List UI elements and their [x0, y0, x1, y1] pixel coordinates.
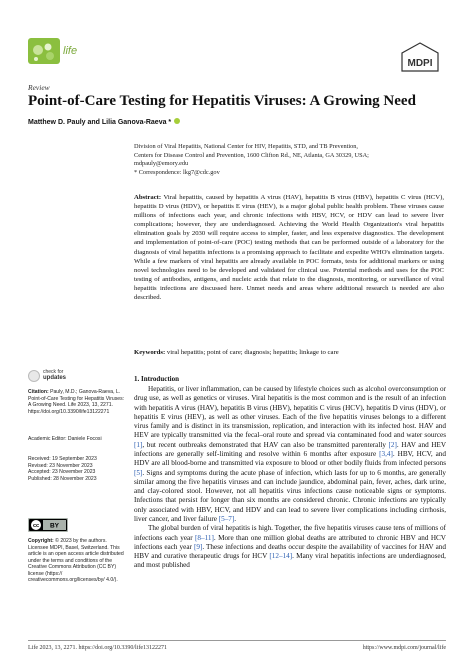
reference-link[interactable]: [5] [134, 468, 143, 477]
citation-label: Citation: [28, 389, 49, 395]
introduction-body [134, 385, 446, 571]
paragraph [134, 524, 446, 570]
abstract-label: Abstract: [134, 194, 162, 201]
copyright-label: Copyright: [28, 538, 54, 544]
reference-link[interactable]: [2] [388, 440, 397, 449]
affiliation-line: Division of Viral Hepatitis, National Center for HIV, Hepatitis, STD, and TB Prevention, [134, 143, 359, 150]
svg-text:BY: BY [49, 522, 60, 530]
journal-logo-icon [28, 38, 60, 64]
check-for-updates-badge[interactable] [28, 368, 98, 384]
keywords [134, 348, 444, 357]
keywords-text: viral hepatitis; point of care; diagnosis; hepatitis; linkage to care [166, 349, 339, 356]
article-type: Review [28, 83, 50, 92]
copyright-text: © 2023 by the authors. Licensee MDPI, Basel, Switzerland. This article is an open access article distributed under the terms and conditions of the Creative Commons Attribution (CC BY) license (https:// creativecommons.org/licenses/by/ 4.0/). [28, 538, 124, 583]
cc-by-license-icon[interactable] [28, 518, 68, 532]
correspondence[interactable]: * Correspondence: lkg7@cdc.gov [134, 168, 220, 176]
paragraph-text: . HAV and HEV infections are generally self-limiting and resolve within 6 months after exposure [134, 440, 447, 458]
accepted-date: Accepted: 23 November 2023 [28, 469, 96, 475]
updates-check-text: check for [43, 369, 64, 375]
mdpi-logo [399, 42, 441, 72]
paragraph-text: . Signs and symptoms during the acute phase of infection, which lasts for up to 6 months, are generally similar among the five hepatitis viruses and can include jaundice, abdominal pain, fever, aches, dark urine, and clay-colored stool. However, not all hepatitis virus infections cause noticeable signs or symptoms. Infections that persist for longer than six months are considered chronic. Chronic infections are typically only associated with HBV, HCV, and HDV and can lead to severe liver complications including cirrhosis, liver cancer, and liver failure [134, 468, 446, 523]
academic-editor: Academic Editor: Daniele Focosi [28, 436, 102, 442]
footer-citation[interactable]: Life 2023, 13, 2271. https://doi.org/10.3390/life13122271 [28, 645, 168, 651]
citation-block [28, 389, 128, 415]
citation-text: Pauly, M.D.; Ganova-Raeva, L. Point-of-Care Testing for Hepatitis Viruses: A Growing Need. Life 2023, 13, 2271. https://doi.org/10.3390/life13122271 [28, 389, 125, 415]
svg-text:cc: cc [32, 523, 40, 530]
paragraph-text: The global burden of viral hepatitis is high. Together, the five hepatitis viruses cause tens of millions of infections each year [134, 524, 446, 542]
updates-word: updates [43, 375, 67, 381]
affiliation [134, 143, 369, 177]
copyright-block [28, 538, 128, 584]
published-date: Published: 28 November 2023 [28, 475, 97, 482]
paragraph-text: , but recent outbreaks demonstrated that HAV can also be transmitted parenterally [142, 440, 389, 449]
orcid-icon[interactable] [174, 118, 180, 124]
paragraph-text: . More than one million global deaths are attributed to chronic HBV and HCV infections each year [134, 533, 446, 551]
reference-link[interactable]: [9] [193, 542, 203, 551]
reference-link[interactable]: [3,4] [379, 449, 393, 458]
paragraph-text: . HBV, HCV, and HDV are all blood-borne and transmitted via exposure to blood or other bodily fluids from infected persons [134, 449, 446, 468]
paragraph-text: Hepatitis, or liver inflammation, can be caused by lifestyle choices such as alcohol overconsumption or drug use, as well as genetics or viruses. Viral hepatitis is the most common and is the result of an infection with hepatitis A virus (HAV), hepatitis B virus (HBV), hepatitis C virus (HCV), hepatitis D virus (HDV), or hepatitis E virus (HEV), as well as other viruses. Each of the five hepatitis viruses belongs to a different virus family and is distinct in its transmission, replication, and interaction with its infected host. HAV and HEV are typically transmitted via the fecal–oral route and spread via contaminated food and water sources [134, 385, 446, 440]
authors [28, 118, 180, 126]
reference-link[interactable]: [1] [134, 440, 143, 449]
paragraph-text: . [234, 514, 237, 523]
revised-date: Revised: 23 November 2023 [28, 462, 93, 469]
received-date: Received: 19 September 2023 [28, 456, 97, 462]
affiliation-line: Centers for Disease Control and Prevention, 1600 Clifton Rd., NE, Atlanta, GA 30329, USA; [134, 151, 369, 159]
authors-text: Matthew D. Pauly and Lilia Ganova-Raeva * [28, 119, 172, 126]
page-title: Point-of-Care Testing for Hepatitis Viruses: A Growing Need [28, 93, 416, 109]
paragraph-text: . Many viral hepatitis infections are underdiagnosed, and most published [134, 552, 446, 570]
reference-link[interactable]: [8–11] [195, 533, 214, 542]
refresh-icon [28, 370, 40, 382]
affiliation-email[interactable]: mdpauly@emory.edu [134, 160, 189, 168]
footer-divider [28, 640, 446, 641]
reference-link[interactable]: [5–7] [218, 514, 235, 523]
section-heading: 1. Introduction [134, 375, 179, 383]
reference-link[interactable]: [12–14] [269, 552, 293, 561]
footer-journal-url[interactable]: https://www.mdpi.com/journal/life [362, 645, 446, 651]
mdpi-logo-text: MDPI [407, 58, 433, 69]
paragraph [134, 385, 446, 524]
dates-block [28, 456, 128, 482]
journal-name: life [63, 45, 78, 57]
keywords-label: Keywords: [134, 349, 166, 356]
abstract [134, 193, 444, 302]
paragraph-text: . These infections and deaths occur despite the availability of vaccines for HAV and HBV and curative therapeutic drugs for HCV [134, 542, 446, 561]
abstract-text: Viral hepatitis, caused by hepatitis A virus (HAV), hepatitis B virus (HBV), hepatitis C virus (HCV), hepatitis D virus (HDV), or hepatitis E virus (HEV), is a major global public health problem. These viruses cause millions of infections each year, and chronic infections with HBV, HCV, or HDV can lead to severe liver complications; however, they are underdiagnosed. Achieving the World Health Organization's viral hepatitis elimination goals by 2030 will require access to simpler, faster, and less expensive diagnostics. The development and implementation of point-of-care (POC) testing methods that can be performed outside of a laboratory for the diagnosis of viral hepatitis infections is a promising approach to facilitate and expedite WHO's elimination targets. While a few markers of viral hepatitis are already available in POC formats, tests for additional markers or using novel technologies need to be developed and validated for clinical use. Potential methods and uses for the POC testing of antibodies, antigens, and nucleic acids that relate to the diagnosis, monitoring, or surveillance of viral hepatitis infections are discussed here. Unmet needs and areas where additional research is needed are also described. [134, 194, 444, 302]
